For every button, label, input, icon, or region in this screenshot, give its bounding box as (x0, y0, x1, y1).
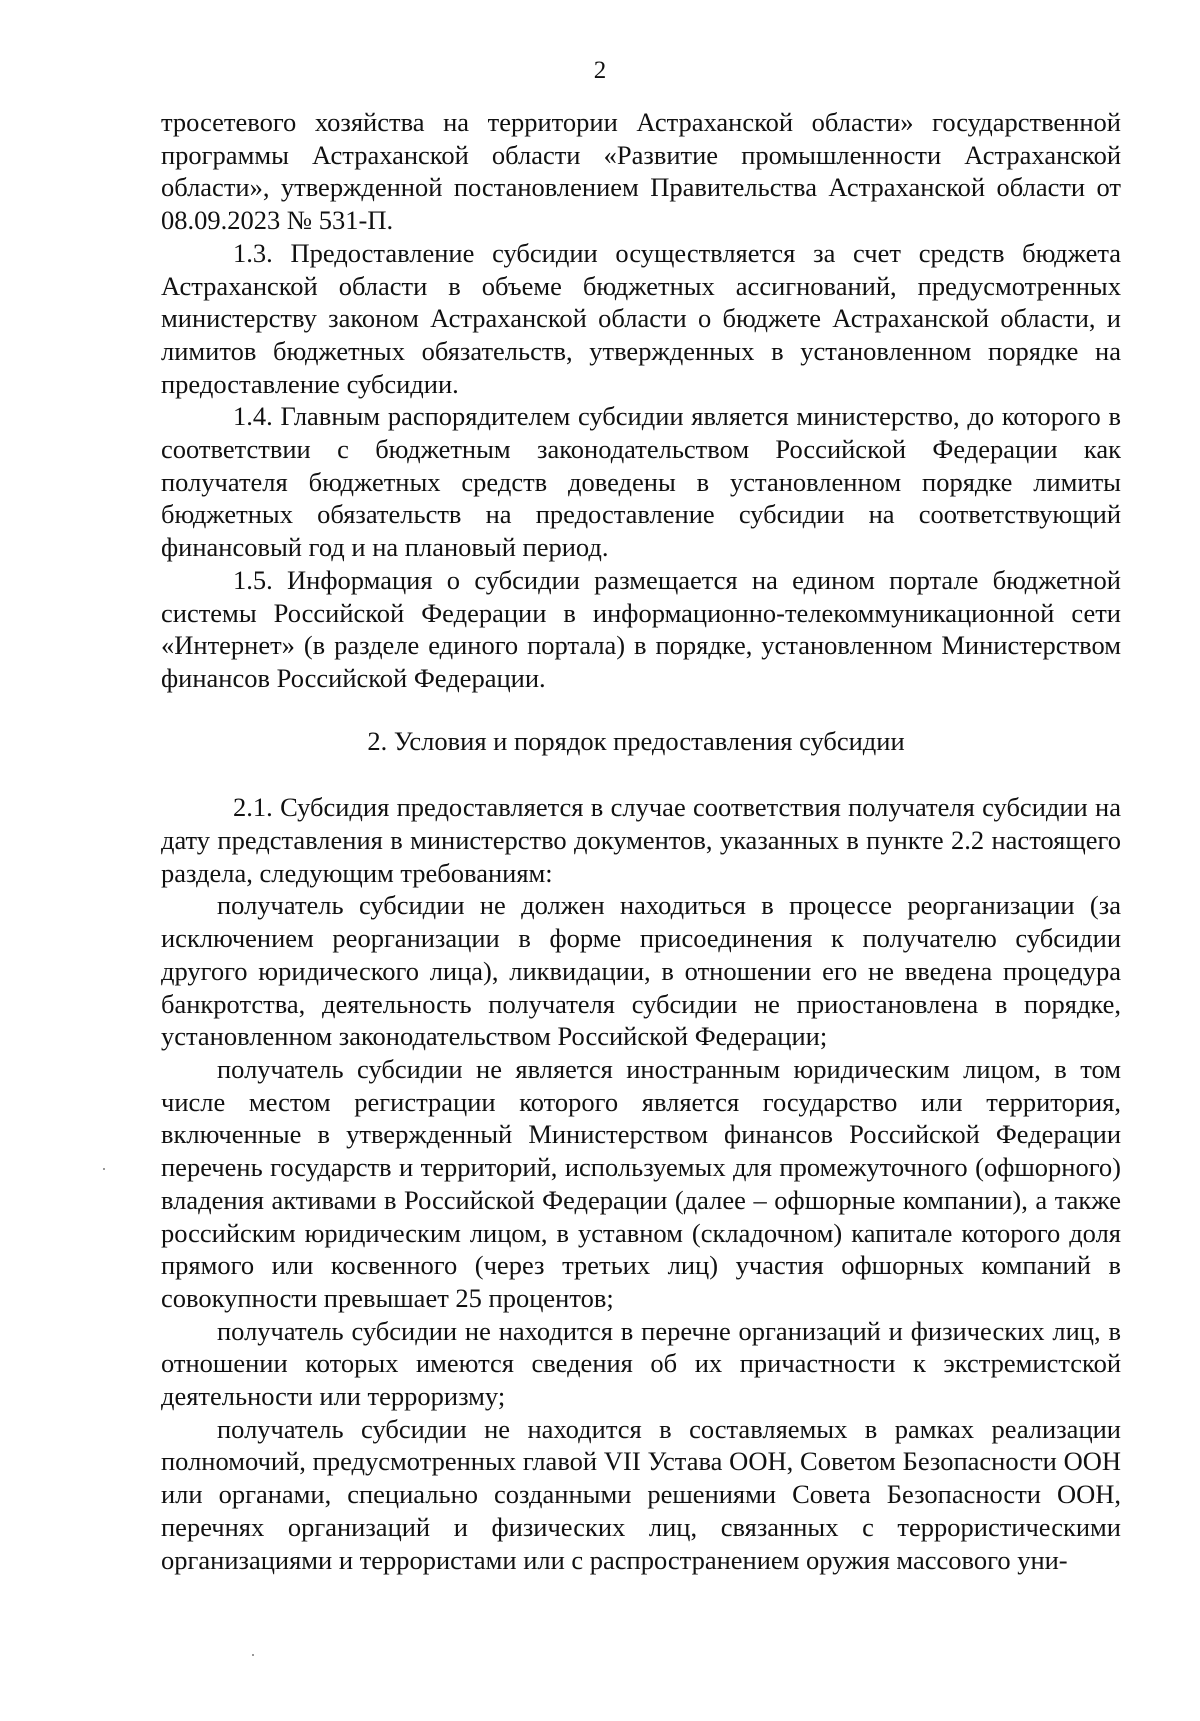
requirement-not-foreign-entity: получатель субсидии не является иностранным юридическим лицом, в том числе местом регистрации которого является государство или территория, включенные в утвержденный Министерством финансов Российской Федерации перечень государств и территорий, используемых для промежуточного (офшорного) владения активами в Российской Федерации (далее – офшорные компании), а также российским юридическим лицом, в уставном (складочном) капитале которого доля прямого или косвенного (через третьих лиц) участия офшорных компаний в совокупности превышает 25 процентов; (161, 1053, 1121, 1313)
paragraph-1-4: 1.4. Главным распорядителем субсидии является министерство, до которого в соответствии с бюджетным законодательством Российской Федерации как получателя бюджетных средств доведены в установленном порядке лимиты бюджетных обязательств на предоставление субсидии на соответствующий финансовый год и на плановый период. (161, 401, 1121, 563)
requirement-not-extremist-list: получатель субсидии не находится в перечне организаций и физических лиц, в отношении которых имеются сведения об их причастности к экстремистской деятельности или терроризму; (161, 1315, 1121, 1412)
section-2-heading: 2. Условия и порядок предоставления субсидии (367, 725, 905, 756)
requirement-not-un-sanctions-list: получатель субсидии не находится в составляемых в рамках реализации полномочий, предусмотренных главой VII Устава ООН, Советом Безопасности ООН или органами, специально созданными решениями Совета Безопасности ООН, перечнях организаций и физических лиц, связанных с террористическими организациями и террористами или с распространением оружия массового уни- (161, 1413, 1121, 1575)
paragraph-2-1: 2.1. Субсидия предоставляется в случае соответствия получателя субсидии на дату представления в министерство документов, указанных в пункте 2.2 настоящего раздела, следующим требованиям: (161, 792, 1121, 888)
paragraph-1-3: 1.3. Предоставление субсидии осуществляется за счет средств бюджета Астраханской области в объеме бюджетных ассигнований, предусмотренных министерству законом Астраханской области о бюджете Астраханской области, и лимитов бюджетных обязательств, утвержденных в установленном порядке на предоставление субсидии. (161, 237, 1121, 399)
requirement-reorganization: получатель субсидии не должен находиться в процессе реорганизации (за исключением реорганизации в форме присоединения к получателю субсидии другого юридического лица), ликвидации, в отношении его не введена процедура банкротства, деятельность получателя субсидии не приостановлена в порядке, установленном законодательством Российской Федерации; (161, 890, 1121, 1052)
scan-speck (252, 1654, 254, 1656)
document-body (161, 106, 1121, 1576)
scan-speck (103, 1168, 105, 1170)
intro-continuation-paragraph: тросетевого хозяйства на территории Астраханской области» государственной программы Астраханской области «Развитие промышленности Астраханской области», утвержденной постановлением Правительства Астраханской области от 08.09.2023 № 531-П. (161, 107, 1121, 236)
page-number: 2 (593, 57, 607, 84)
paragraph-1-5: 1.5. Информация о субсидии размещается на едином портале бюджетной системы Российской Федерации в информационно-телекоммуникационной сети «Интернет» (в разделе единого портала) в порядке, установленном Министерством финансов Российской Федерации. (161, 564, 1121, 693)
